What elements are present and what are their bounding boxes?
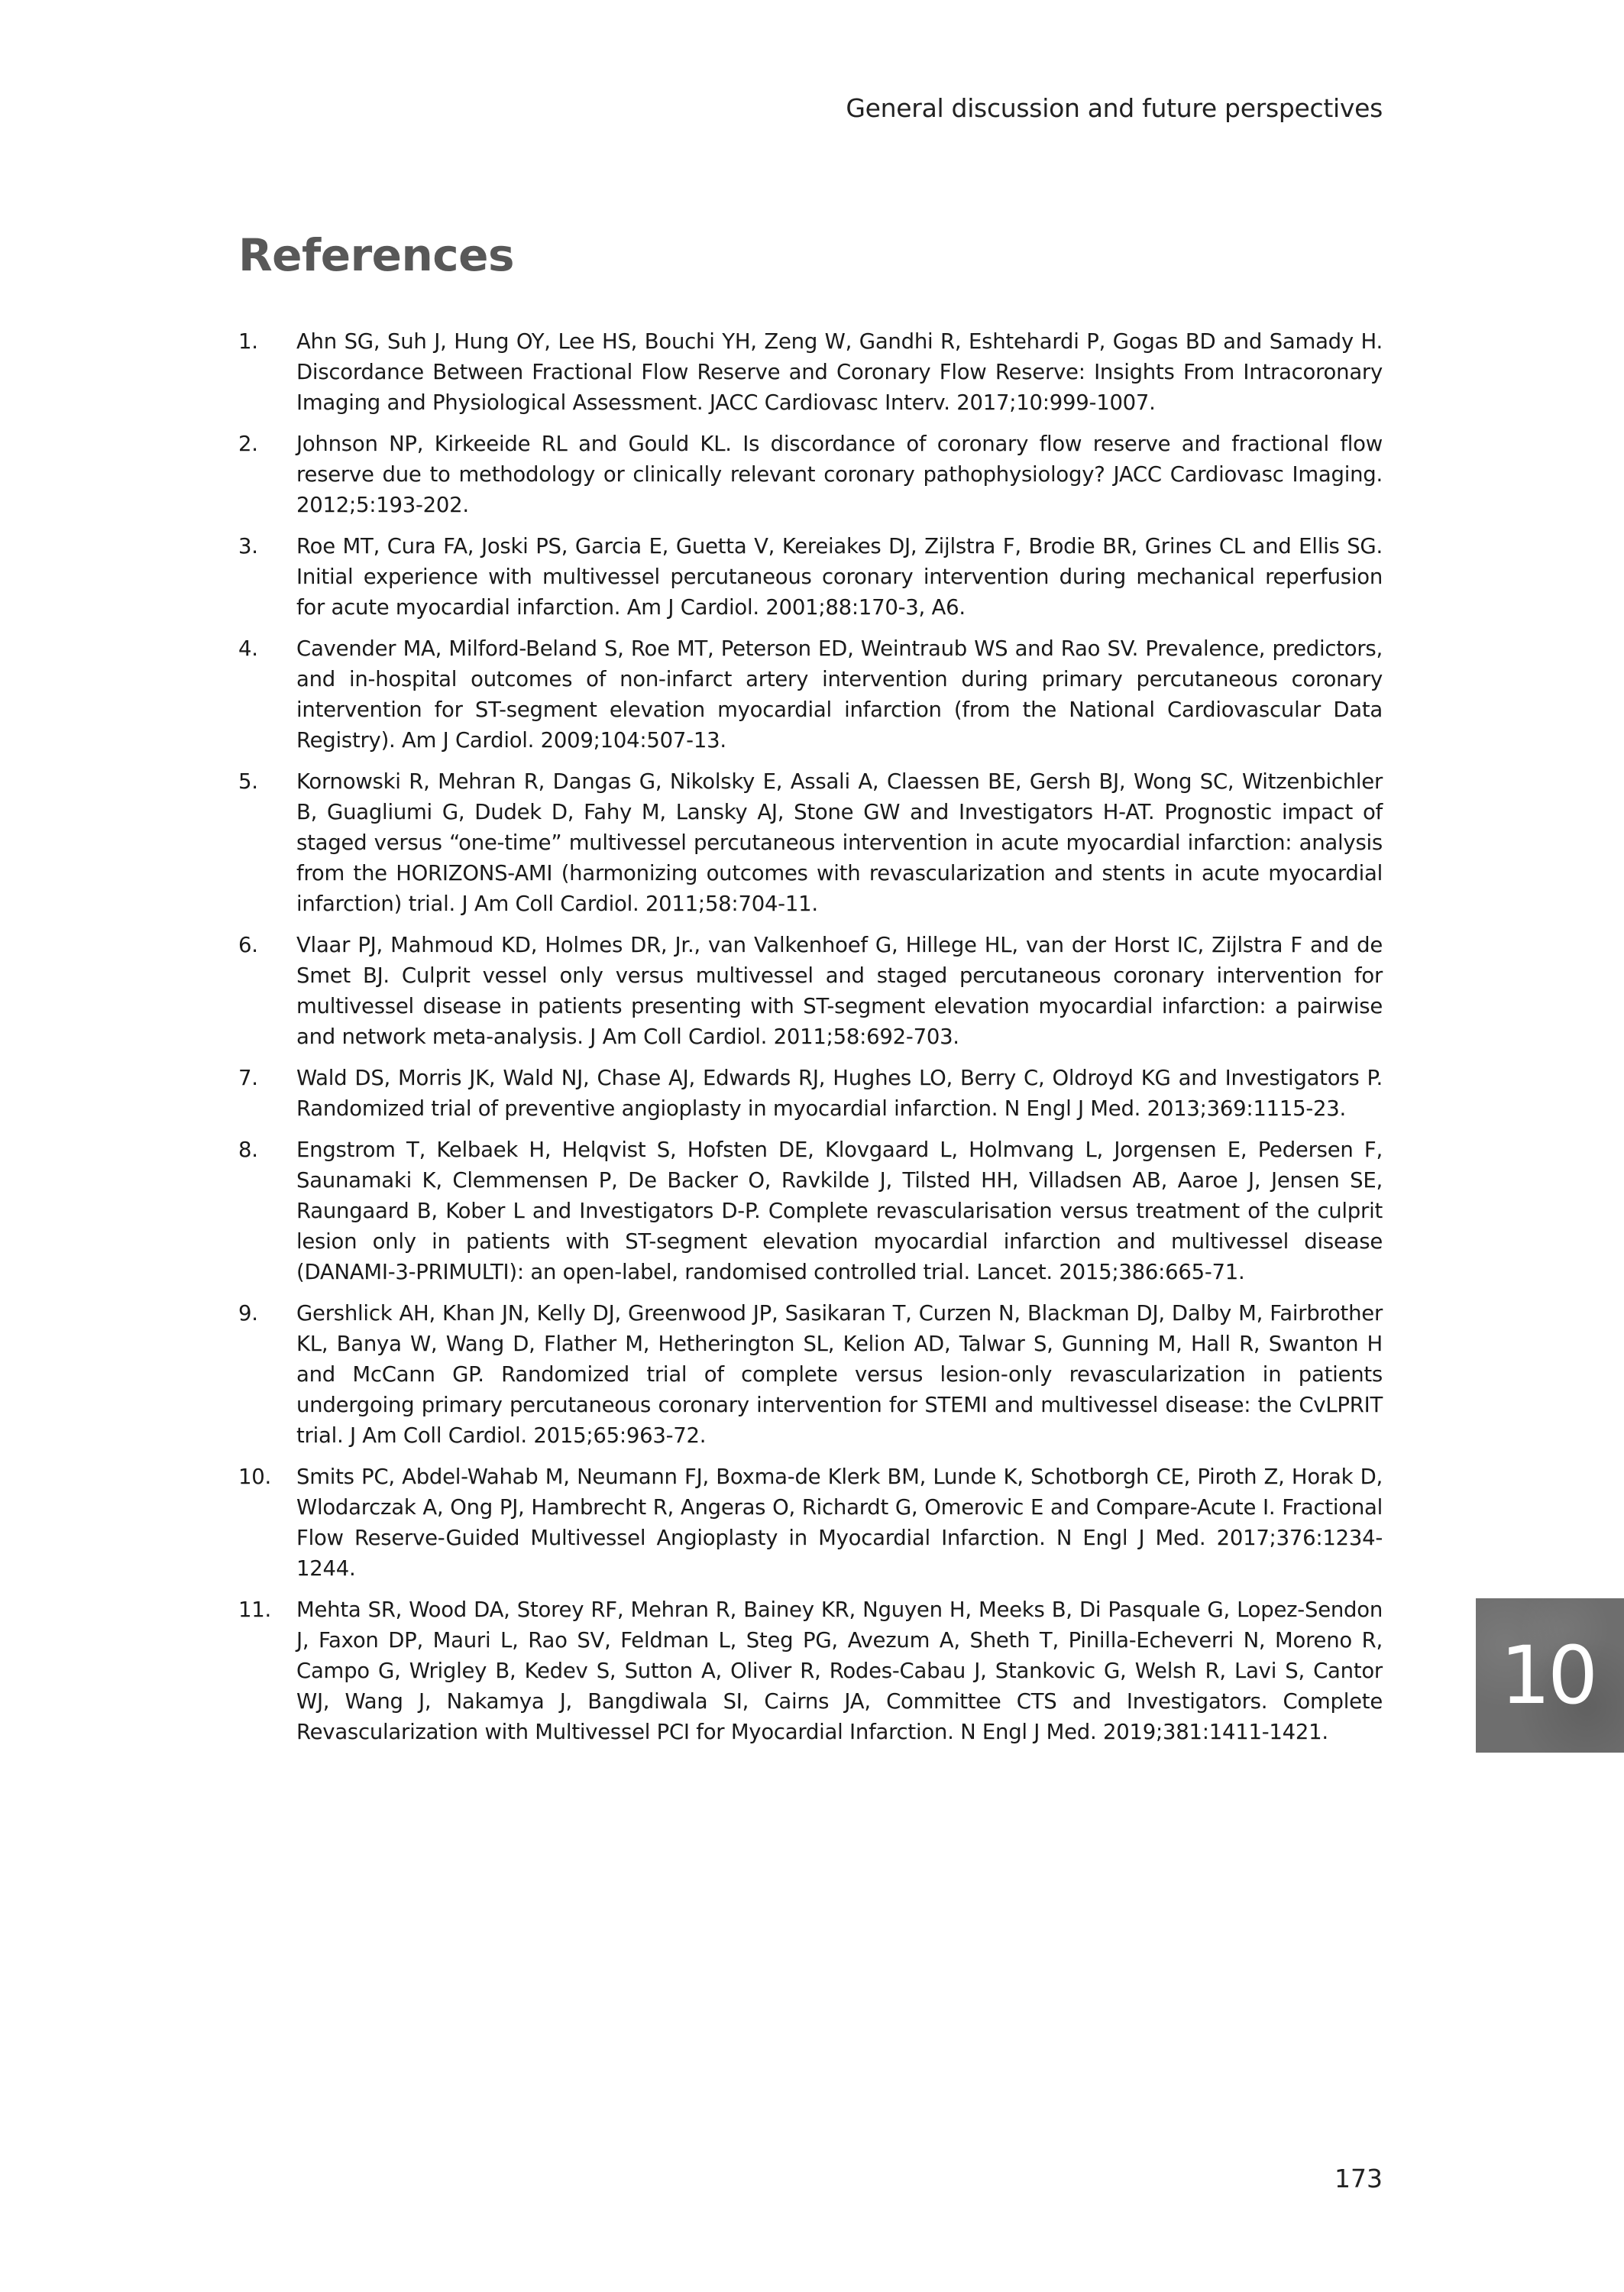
reference-text: Johnson NP, Kirkeeide RL and Gould KL. Is discordance of coronary flow reserve and fractional flow reserve due to methodology or clinically relevant coronary pathophysiology? JACC Cardiovasc Imaging. 2012;5:193-202. bbox=[296, 432, 1383, 517]
reference-number: 3. bbox=[238, 534, 258, 558]
reference-item bbox=[238, 531, 1383, 623]
reference-item bbox=[238, 766, 1383, 919]
reference-item bbox=[238, 429, 1383, 520]
reference-text: Mehta SR, Wood DA, Storey RF, Mehran R, Bainey KR, Nguyen H, Meeks B, Di Pasquale G, Lopez-Sendon J, Faxon DP, Mauri L, Rao SV, Feldman L, Steg PG, Avezum A, Sheth T, Pinilla-Echeverri N, Moreno R, Campo G, Wrigley B, Kedev S, Sutton A, Oliver R, Rodes-Cabau J, Stankovic G, Welsh R, Lavi S, Cantor WJ, Wang J, Nakamya J, Bangdiwala SI, Cairns JA, Committee CTS and Investigators. Complete Revascularization with Multivessel PCI for Myocardial Infarction. N Engl J Med. 2019;381:1411-1421. bbox=[296, 1598, 1383, 1744]
page-number: 173 bbox=[1334, 2164, 1383, 2193]
reference-item bbox=[238, 1298, 1383, 1451]
reference-text: Ahn SG, Suh J, Hung OY, Lee HS, Bouchi YH, Zeng W, Gandhi R, Eshtehardi P, Gogas BD and Samady H. Discordance Between Fractional Flow Reserve and Coronary Flow Reserve: Insights From Intracoronary Imaging and Physiological Assessment. JACC Cardiovasc Interv. 2017;10:999-1007. bbox=[296, 329, 1383, 415]
reference-number: 6. bbox=[238, 933, 258, 957]
reference-list bbox=[238, 326, 1383, 1758]
reference-text: Cavender MA, Milford-Beland S, Roe MT, Peterson ED, Weintraub WS and Rao SV. Prevalence, predictors, and in-hospital outcomes of non-infarct artery intervention during primary percutaneous coronary intervention for ST-segment elevation myocardial infarction (from the National Cardiovascular Data Registry). Am J Cardiol. 2009;104:507-13. bbox=[296, 636, 1383, 753]
reference-item bbox=[238, 1063, 1383, 1124]
reference-text: Vlaar PJ, Mahmoud KD, Holmes DR, Jr., van Valkenhoef G, Hillege HL, van der Horst IC, Zijlstra F and de Smet BJ. Culprit vessel only versus multivessel and staged percutaneous coronary intervention for multivessel disease in patients presenting with ST-segment elevation myocardial infarction: a pairwise and network meta-analysis. J Am Coll Cardiol. 2011;58:692-703. bbox=[296, 933, 1383, 1049]
reference-text: Roe MT, Cura FA, Joski PS, Garcia E, Guetta V, Kereiakes DJ, Zijlstra F, Brodie BR, Grines CL and Ellis SG. Initial experience with multivessel percutaneous coronary intervention during mechanical reperfusion for acute myocardial infarction. Am J Cardiol. 2001;88:170-3, A6. bbox=[296, 534, 1383, 620]
reference-number: 8. bbox=[238, 1138, 258, 1162]
reference-number: 11. bbox=[238, 1598, 271, 1622]
reference-item bbox=[238, 633, 1383, 756]
reference-text: Engstrom T, Kelbaek H, Helqvist S, Hofsten DE, Klovgaard L, Holmvang L, Jorgensen E, Pedersen F, Saunamaki K, Clemmensen P, De Backer O, Ravkilde J, Tilsted HH, Villadsen AB, Aaroe J, Jensen SE, Raungaard B, Kober L and Investigators D-P. Complete revascularisation versus treatment of the culprit lesion only in patients with ST-segment elevation myocardial infarction and multivessel disease (DANAMI-3-PRIMULTI): an open-label, randomised controlled trial. Lancet. 2015;386:665-71. bbox=[296, 1138, 1383, 1284]
reference-number: 5. bbox=[238, 769, 258, 794]
reference-number: 2. bbox=[238, 432, 258, 456]
reference-item bbox=[238, 326, 1383, 418]
reference-text: Kornowski R, Mehran R, Dangas G, Nikolsky E, Assali A, Claessen BE, Gersh BJ, Wong SC, Witzenbichler B, Guagliumi G, Dudek D, Fahy M, Lansky AJ, Stone GW and Investigators H-AT. Prognostic impact of staged versus “one-time” multivessel percutaneous intervention in acute myocardial infarction: analysis from the HORIZONS-AMI (harmonizing outcomes with revascularization and stents in acute myocardial infarction) trial. J Am Coll Cardiol. 2011;58:704-11. bbox=[296, 769, 1383, 916]
chapter-tab bbox=[1476, 1598, 1624, 1753]
reference-item bbox=[238, 930, 1383, 1052]
reference-number: 9. bbox=[238, 1301, 258, 1326]
reference-text: Gershlick AH, Khan JN, Kelly DJ, Greenwood JP, Sasikaran T, Curzen N, Blackman DJ, Dalby M, Fairbrother KL, Banya W, Wang D, Flather M, Hetherington SL, Kelion AD, Talwar S, Gunning M, Hall R, Swanton H and McCann GP. Randomized trial of complete versus lesion-only revascularization in patients undergoing primary percutaneous coronary intervention for STEMI and multivessel disease: the CvLPRIT trial. J Am Coll Cardiol. 2015;65:963-72. bbox=[296, 1301, 1383, 1448]
reference-text: Wald DS, Morris JK, Wald NJ, Chase AJ, Edwards RJ, Hughes LO, Berry C, Oldroyd KG and Investigators P. Randomized trial of preventive angioplasty in myocardial infarction. N Engl J Med. 2013;369:1115-23. bbox=[296, 1066, 1383, 1121]
reference-number: 1. bbox=[238, 329, 258, 354]
chapter-number: 10 bbox=[1499, 1629, 1596, 1722]
section-title: References bbox=[238, 229, 515, 281]
reference-number: 4. bbox=[238, 636, 258, 661]
reference-text: Smits PC, Abdel-Wahab M, Neumann FJ, Boxma-de Klerk BM, Lunde K, Schotborgh CE, Piroth Z, Horak D, Wlodarczak A, Ong PJ, Hambrecht R, Angeras O, Richardt G, Omerovic E and Compare-Acute I. Fractional Flow Reserve-Guided Multivessel Angioplasty in Myocardial Infarction. N Engl J Med. 2017;376:1234-1244. bbox=[296, 1465, 1383, 1581]
reference-number: 10. bbox=[238, 1465, 271, 1489]
reference-item bbox=[238, 1594, 1383, 1747]
reference-item bbox=[238, 1462, 1383, 1584]
reference-item bbox=[238, 1135, 1383, 1287]
running-header: General discussion and future perspectives bbox=[846, 93, 1383, 123]
reference-number: 7. bbox=[238, 1066, 258, 1090]
